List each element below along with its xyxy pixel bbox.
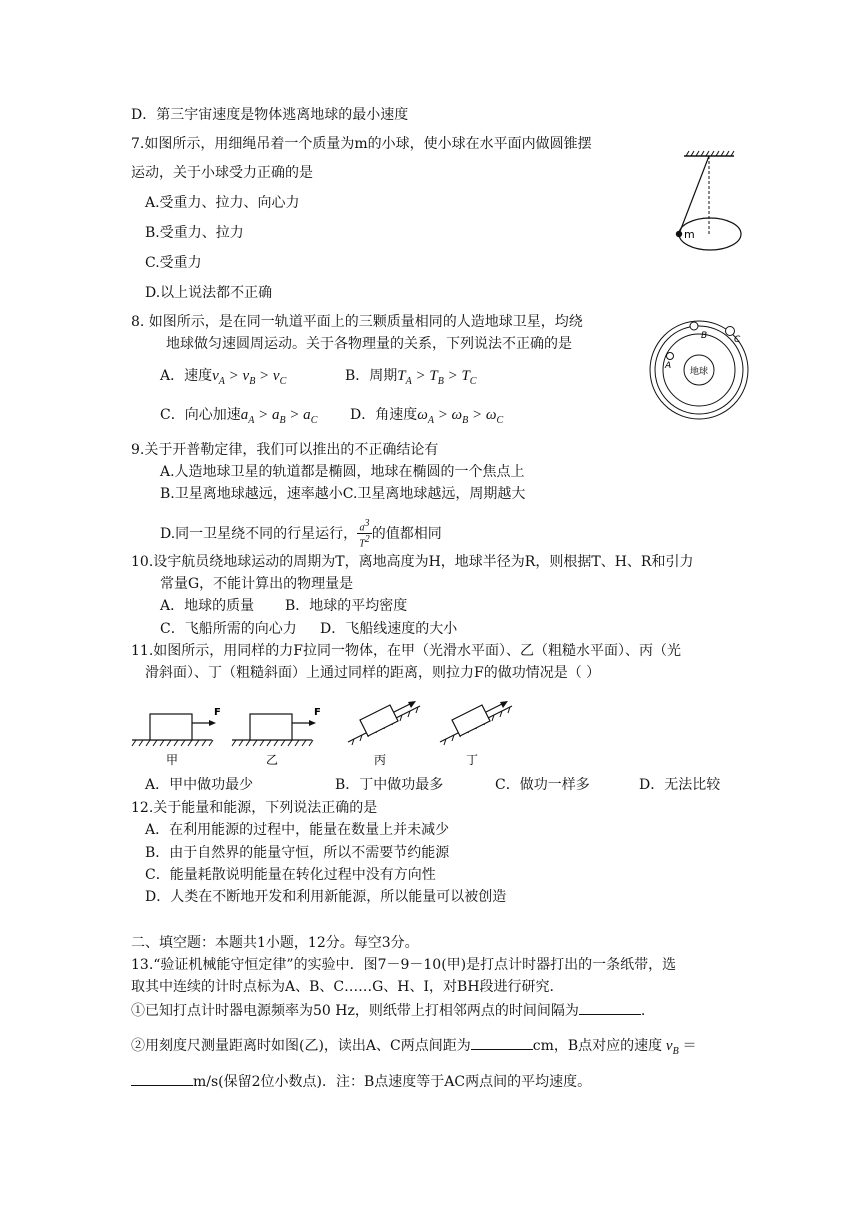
q13-part1-text: ①已知打点计时器电源频率为50 Hz，则纸带上打相邻两点的时间间隔为 (131, 1003, 579, 1019)
q8-option-d-formula: $\omega_A > \omega_B > \omega_C$ (417, 407, 504, 426)
q12-option-b: B．由于自然界的能量守恒，所以不需要节约能源 (145, 845, 450, 861)
q9-option-d-suffix: 的值都相同 (371, 525, 442, 542)
q13-part2 (131, 1035, 696, 1062)
force-label-jia: F (214, 707, 221, 718)
q13-part1 (131, 1000, 645, 1021)
earth-label: 地球 (689, 367, 709, 377)
satellite-c-label: C (734, 335, 741, 345)
q13-stem-line2: 取其中连续的计时点标为A、B、C……G、H、I，对BH段进行研究． (131, 979, 564, 995)
q13-part2-mid: cm，B点对应的速度 (532, 1038, 663, 1054)
q8-option-a-formula: $v_A > v_B > v_C$ (212, 368, 287, 387)
q12-option-c: C．能量耗散说明能量在转化过程中没有方向性 (145, 867, 436, 883)
q13-part3 (131, 1071, 591, 1092)
section2-title: 二、填空题：本题共1小题，12分。每空3分。 (131, 935, 419, 951)
satellite-b (690, 322, 698, 330)
q7-stem-line2: 运动，关于小球受力正确的是 (131, 165, 313, 181)
q12-option-a: A．在利用能源的过程中，能量在数量上并未减少 (145, 822, 450, 838)
q13-part3-text: m/s(保留2位小数点)．注：B点速度等于AC两点间的平均速度。 (193, 1074, 592, 1090)
q13-part2-equals: ＝ (682, 1038, 697, 1054)
q13-part1-suffix: . (640, 1003, 646, 1019)
string-line (679, 156, 709, 234)
q8-option-d (350, 405, 503, 431)
panel-ding (440, 701, 512, 767)
label-ding: 丁 (465, 753, 479, 767)
q9-option-b-c (160, 484, 525, 504)
q13-stem-line1: 13.“验证机械能守恒定律”的实验中．图7－9－10(甲)是打点计时器打出的一条纸带，选 (131, 957, 677, 973)
q7-option-a: A.受重力、拉力、向心力 (145, 195, 300, 211)
q8-option-c (160, 405, 317, 431)
force-label-yi: F (314, 707, 321, 718)
q13-part2-text: ②用刻度尺测量距离时如图(乙)，读出A、C两点间距为 (131, 1038, 471, 1054)
satellite-a-label: A (665, 361, 672, 371)
q7-option-d: D.以上说法都不正确 (145, 285, 273, 301)
q12-option-d: D．人类在不断地开发和利用新能源，所以能量可以被创造 (145, 889, 507, 905)
q10-stem-line2: 常量G，不能计算出的物理量是 (160, 576, 354, 592)
q11-stem-line1: 11.如图所示，用同样的力F拉同一物体，在甲（光滑水平面）、乙（粗糙水平面）、丙（光 (131, 643, 681, 659)
q13-blank-interval[interactable] (579, 1000, 641, 1015)
q11-option-b: B．丁中做功最多 (335, 777, 444, 793)
panel-yi (232, 707, 321, 767)
q8-option-b-label: B．周期 (345, 368, 398, 384)
q7-option-b: B.受重力、拉力 (145, 225, 244, 241)
q8-option-c-formula: $a_A > a_B > a_C$ (240, 407, 318, 426)
q8-option-c-label: C．向心加速 (160, 407, 241, 423)
q13-vb-symbol: $v_B$ (662, 1038, 679, 1057)
q10-option-c: C．飞船所需的向心力 (160, 621, 297, 637)
q11-option-a: A．甲中做功最少 (145, 777, 254, 793)
q10-option-a: A．地球的质量 (160, 598, 255, 614)
panel-bing (348, 701, 420, 767)
label-jia: 甲 (165, 753, 179, 767)
satellite-b-label: B (701, 331, 708, 341)
ball (676, 231, 682, 237)
q9-stem: 9.关于开普勒定律，我们可以推出的不正确结论有 (131, 442, 439, 458)
force-work-figure (130, 698, 530, 770)
q8-option-a-label: A．速度 (160, 368, 213, 384)
q11-option-c: C．做功一样多 (495, 777, 590, 793)
panel-jia (132, 707, 221, 767)
q8-option-a (160, 366, 286, 392)
q9-option-c: C.卫星离地球越远，周期越大 (342, 486, 526, 502)
q8-stem-line2: 地球做匀速圆周运动。关于各物理量的关系，下列说法不正确的是 (166, 336, 572, 352)
q10-option-d: D．飞船线速度的大小 (320, 621, 458, 637)
q9-option-b: B.卫星离地球越远，速率越小 (160, 486, 343, 502)
q8-option-d-label: D．角速度 (350, 407, 418, 423)
q8-stem-line1: 8. 如图所示，是在同一轨道平面上的三颗质量相同的人造地球卫星，均绕 (131, 314, 583, 330)
q11-stem-line2: 滑斜面）、丁（粗糙斜面）上通过同样的距离，则拉力F的做功情况是（ ） (145, 665, 601, 681)
q9-kepler-ratio: $\frac{a^3}{T^2}$ (359, 518, 370, 550)
q10-option-b: B．地球的平均密度 (285, 598, 408, 614)
satellite-a (667, 353, 674, 360)
q7-stem-line1: 7.如图所示，用细绳吊着一个质量为m的小球，使小球在水平面内做圆锥摆 (131, 136, 592, 152)
q12-stem: 12.关于能量和能源，下列说法正确的是 (131, 800, 378, 816)
q13-blank-distance[interactable] (471, 1035, 533, 1050)
q11-option-d: D．无法比较 (639, 777, 721, 793)
q9-option-d (160, 518, 442, 550)
q8-option-b-formula: $T_A > T_B > T_C$ (397, 368, 477, 387)
satellites-figure (648, 318, 750, 420)
q10-stem-line1: 10.设宇航员绕地球运动的周期为T，离地高度为H，地球半径为R，则根据T、H、R和引力 (131, 554, 694, 570)
label-bing: 丙 (373, 753, 387, 767)
mass-label: m (684, 228, 695, 241)
conical-pendulum-figure (670, 150, 750, 260)
q7-option-c: C.受重力 (145, 255, 202, 271)
q8-option-b (345, 366, 476, 392)
q6-option-d: D．第三宇宙速度是物体逃离地球的最小速度 (131, 107, 409, 123)
label-yi: 乙 (265, 753, 279, 767)
q13-blank-velocity[interactable] (131, 1071, 193, 1086)
q9-option-d-label: D.同一卫星绕不同的行星运行， (160, 525, 358, 542)
q9-option-a: A.人造地球卫星的轨道都是椭圆，地球在椭圆的一个焦点上 (160, 464, 525, 480)
